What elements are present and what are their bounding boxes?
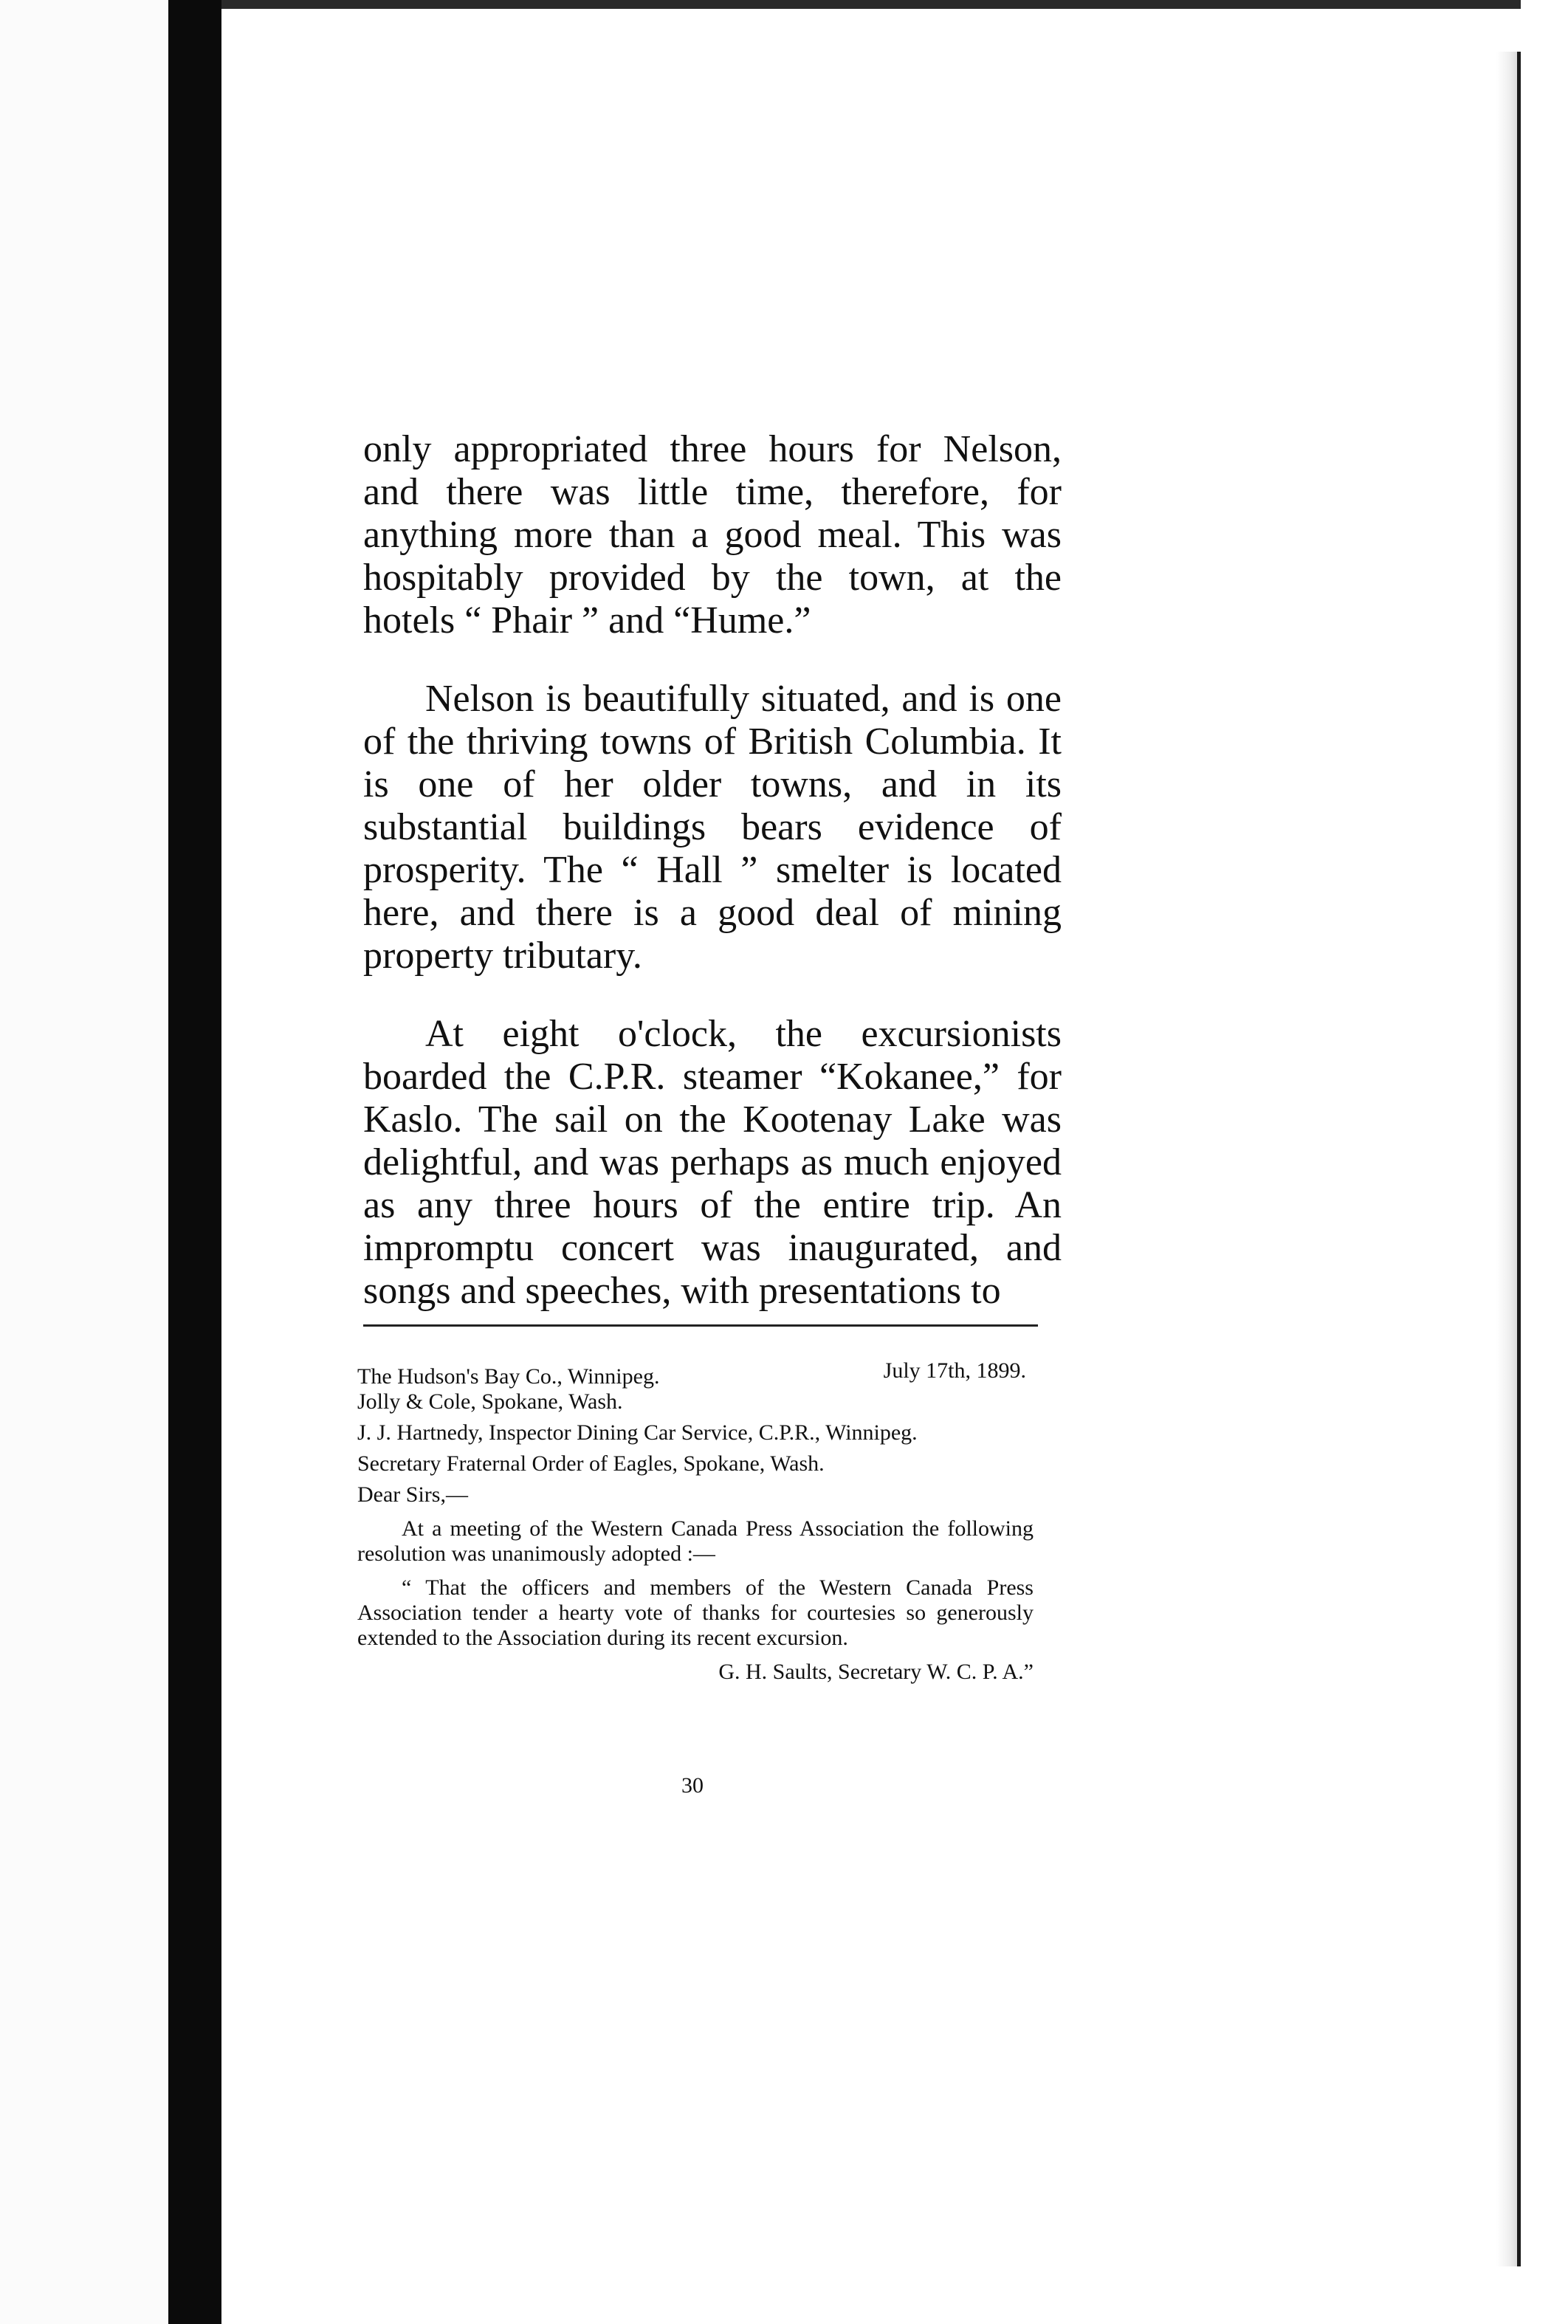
page-fore-edge <box>1496 52 1521 2266</box>
letter-addressee-4: Secretary Fraternal Order of Eagles, Spokane, Wash. <box>357 1451 825 1476</box>
page-top-edge <box>221 0 1521 9</box>
letter-signature: G. H. Saults, Secretary W. C. P. A.” <box>718 1660 1034 1684</box>
letter-paragraph-1: At a meeting of the Western Canada Press Association the following resolution was unanimously adopted :— <box>357 1516 1034 1566</box>
main-text <box>363 428 1062 1348</box>
book-gutter <box>168 0 221 2324</box>
letter-addressee-3: J. J. Hartnedy, Inspector Dining Car Service, C.P.R., Winnipeg. <box>357 1420 918 1445</box>
letter-salutation: Dear Sirs,— <box>357 1482 468 1507</box>
letter-addressee-1: The Hudson's Bay Co., Winnipeg. <box>357 1364 660 1389</box>
paragraph-2: Nelson is beautifully situated, and is one of the thriving towns of British Columbia. It is one of her older towns, and in its substantial buildings bears evidence of prosperity. The “ Hall ” smelter is located here, and there is a good deal of mining property tributary. <box>363 678 1062 977</box>
paragraph-1: only appropriated three hours for Nelson, and there was little time, therefore, for anything more than a good meal. This was hospitably provided by the town, at the hotels “ Phair ” and “Hume.” <box>363 428 1062 642</box>
page-number: 30 <box>681 1773 704 1798</box>
letter-date: July 17th, 1899. <box>883 1358 1026 1383</box>
paragraph-3: At eight o'clock, the excursionists boarded the C.P.R. steamer “Kokanee,” for Kaslo. The sail on the Kootenay Lake was delightful, and was perhaps as much enjoyed as any three hours of the entire trip. An impromptu concert was inaugurated, and songs and speeches, with presentations to <box>363 1013 1062 1312</box>
letter-paragraph-2: “ That the officers and members of the Western Canada Press Association tender a hearty vote of thanks for courtesies so generously extended to the Association during its recent excursion. <box>357 1575 1034 1650</box>
footnote-divider <box>363 1324 1038 1327</box>
footnote-letter <box>357 1358 1034 1685</box>
letter-header <box>357 1358 1034 1389</box>
facing-page <box>0 0 168 2324</box>
letter-addressee-2: Jolly & Cole, Spokane, Wash. <box>357 1389 623 1414</box>
